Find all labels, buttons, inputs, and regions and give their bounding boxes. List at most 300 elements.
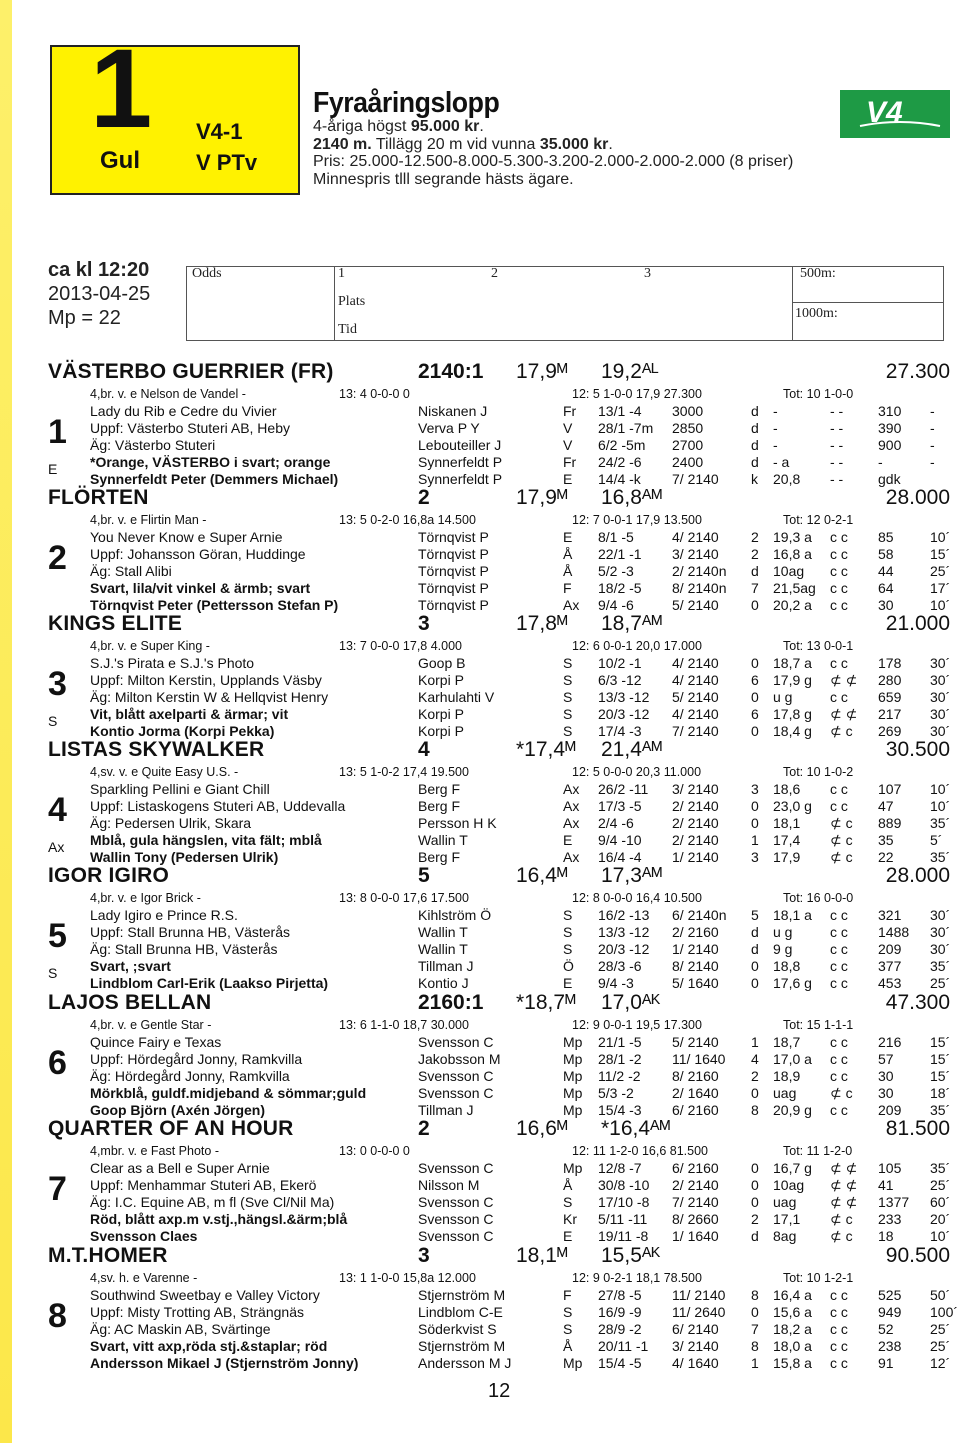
form-cell: Törnqvist P	[418, 580, 489, 596]
form-cell: d	[751, 924, 759, 940]
form-cell: Mörkblå, guldf.midjeband & sömmar;guld	[90, 1085, 367, 1101]
form-cell: V	[563, 420, 573, 436]
horse-record-2: 15,5ᴬᴷ	[601, 1244, 661, 1267]
form-cell: 6	[751, 672, 759, 688]
form-cell: 1/ 2140	[672, 941, 719, 957]
form-cell: S	[563, 655, 573, 671]
form-cell: - -	[830, 403, 844, 419]
form-cell: S	[563, 706, 573, 722]
form-cell: Vit, blått axelparti & ärmar; vit	[90, 706, 289, 722]
form-cell: 1377	[878, 1194, 910, 1210]
horse-post: 2	[418, 1117, 430, 1140]
form-cell: 16/4 -4	[598, 849, 642, 865]
form-cell: 14/4 -k	[598, 471, 641, 487]
horse-record-1: *17,4ᴹ	[516, 738, 576, 761]
form-cell: 7/ 2140	[672, 1194, 719, 1210]
horse-stats-2012: 12: 8 0-0-0 16,4 10.500	[572, 891, 702, 905]
race-color: Gul	[100, 147, 140, 174]
form-cell: 21,5ag	[773, 580, 816, 596]
horse-record-1: 17,9ᴹ	[516, 360, 568, 383]
form-cell: Mblå, gula hängslen, vita fält; mblå	[90, 832, 322, 848]
form-cell: 44	[878, 563, 894, 579]
form-cell: 18,4 g	[773, 723, 812, 739]
horse-stats-total: Tot: 16 0-0-0	[783, 891, 854, 905]
form-cell: 18,9	[773, 1068, 801, 1084]
form-cell: 9/4 -10	[598, 832, 642, 848]
form-cell: Söderkvist S	[418, 1321, 497, 1337]
horse-record-2: 17,0ᴬᴷ	[601, 991, 661, 1014]
horse-record-2: 17,3ᴬᴹ	[601, 864, 663, 887]
form-cell: c c	[830, 1287, 848, 1303]
form-cell: -	[930, 437, 935, 453]
form-cell: 15/4 -5	[598, 1355, 642, 1371]
horse-post: 2	[418, 486, 430, 509]
form-cell: 16,8 a	[773, 546, 812, 562]
form-cell: ⊄ c	[830, 1085, 853, 1101]
form-cell: 8	[751, 1102, 759, 1118]
form-cell: 2	[751, 1211, 759, 1227]
form-cell: Äg: Milton Kerstin W & Hellqvist Henry	[90, 689, 329, 705]
form-cell: 2/ 1640	[672, 1085, 719, 1101]
form-cell: 0	[751, 1085, 759, 1101]
horse-record-2: 21,4ᴬᴹ	[601, 738, 663, 761]
horse-info: 4,br. v. e Gentle Star -	[90, 1018, 212, 1032]
form-cell: S.J.'s Pirata e S.J.'s Photo	[90, 655, 255, 671]
form-cell: 17,9	[773, 849, 801, 865]
form-row	[0, 655, 960, 672]
form-cell: 17´	[930, 580, 951, 596]
form-cell: Svensson C	[418, 1068, 494, 1084]
form-cell: d	[751, 454, 759, 470]
form-cell: c c	[830, 781, 848, 797]
horse-record-2: 19,2ᴬᴸ	[601, 360, 659, 383]
form-cell: 17,1	[773, 1211, 801, 1227]
form-cell: 16,7 g	[773, 1160, 812, 1176]
form-cell: 0	[751, 1304, 759, 1320]
form-cell: Goop Björn (Axén Jörgen)	[90, 1102, 265, 1118]
form-cell: 8	[751, 1287, 759, 1303]
form-cell: Clear as a Bell e Super Arnie	[90, 1160, 270, 1176]
form-cell: Andersson M J	[418, 1355, 512, 1371]
form-cell: 10´	[930, 1228, 951, 1244]
form-cell: Svensson C	[418, 1228, 494, 1244]
form-cell: Nilsson M	[418, 1177, 480, 1193]
form-cell: 15´	[930, 546, 951, 562]
form-cell: 18	[878, 1228, 894, 1244]
form-cell: d	[751, 403, 759, 419]
form-cell: 35´	[930, 1102, 951, 1118]
form-cell: 0	[751, 975, 759, 991]
form-cell: Törnqvist P	[418, 597, 489, 613]
form-cell: 5/ 2140	[672, 1034, 719, 1050]
race-details	[313, 88, 793, 188]
place-2-label: 2	[491, 266, 498, 281]
form-cell: 8	[751, 1338, 759, 1354]
form-cell: 91	[878, 1355, 894, 1371]
form-cell: Persson H K	[418, 815, 497, 831]
form-cell: Karhulahti V	[418, 689, 495, 705]
form-row	[0, 672, 960, 689]
horse-stats-total: Tot: 10 1-2-1	[783, 1271, 854, 1285]
form-cell: 1	[751, 1034, 759, 1050]
form-cell: ⊄ ⊄	[830, 706, 858, 722]
form-cell: 1488	[878, 924, 910, 940]
form-cell: 35´	[930, 849, 951, 865]
form-cell: 30´	[930, 723, 951, 739]
race-title: Fyraåringslopp	[313, 87, 500, 119]
horse-stats-2012: 12: 7 0-0-1 17,9 13.500	[572, 513, 702, 527]
form-cell: 10´	[930, 798, 951, 814]
form-row	[0, 1228, 960, 1245]
form-cell: ⊄ ⊄	[830, 1177, 858, 1193]
form-cell: Synnerfeldt Peter (Demmers Michael)	[90, 471, 339, 487]
form-cell: 5	[751, 907, 759, 923]
form-cell: 453	[878, 975, 902, 991]
form-cell: 377	[878, 958, 902, 974]
form-cell: c c	[830, 655, 848, 671]
horse-name: VÄSTERBO GUERRIER (FR)	[48, 360, 334, 383]
form-cell: 5/ 2140	[672, 597, 719, 613]
form-row	[0, 975, 960, 992]
start-number: 4	[48, 791, 67, 829]
form-cell: -	[773, 420, 778, 436]
form-cell: 23,0 g	[773, 798, 812, 814]
form-row	[0, 781, 960, 798]
form-cell: 18,1 a	[773, 907, 812, 923]
form-cell: 0	[751, 1194, 759, 1210]
form-cell: Korpi P	[418, 706, 464, 722]
form-cell: 18,7 a	[773, 655, 812, 671]
game-type-1: V4-1	[196, 119, 243, 144]
form-cell: c c	[830, 1304, 848, 1320]
horse-earnings: 30.500	[885, 738, 950, 761]
horse-earnings: 27.300	[885, 360, 950, 383]
form-cell: Äg: I.C. Equine AB, m fl (Sve Cl/Nil Ma)	[90, 1194, 335, 1210]
form-cell: 18,6	[773, 781, 801, 797]
horse-stats-2013: 13: 5 0-2-0 16,8a 14.500	[339, 513, 476, 527]
form-cell: 30´	[930, 941, 951, 957]
form-cell: 238	[878, 1338, 902, 1354]
form-cell: Kontio Jorma (Korpi Pekka)	[90, 723, 275, 739]
form-cell: E	[563, 832, 573, 848]
form-cell: Ax	[563, 815, 580, 831]
form-cell: 12´	[930, 1355, 951, 1371]
form-cell: S	[563, 941, 573, 957]
form-cell: Korpi P	[418, 723, 464, 739]
form-cell: 3	[751, 781, 759, 797]
form-cell: Lebouteiller J	[418, 437, 502, 453]
horse-record-1: 16,6ᴹ	[516, 1117, 568, 1140]
start-time: ca kl 12:20	[48, 259, 150, 281]
form-cell: 310	[878, 403, 902, 419]
form-cell: S	[563, 672, 573, 688]
horse-post: 2160:1	[418, 991, 484, 1014]
form-cell: 28/3 -6	[598, 958, 642, 974]
form-cell: c c	[830, 1034, 848, 1050]
form-row	[0, 798, 960, 815]
form-cell: 3/ 2140	[672, 781, 719, 797]
form-cell: E	[563, 1228, 573, 1244]
start-number: 7	[48, 1170, 67, 1208]
form-row	[0, 1068, 960, 1085]
form-cell: Äg: AC Maskin AB, Svärtinge	[90, 1321, 271, 1337]
form-cell: Törnqvist Peter (Pettersson Stefan P)	[90, 597, 339, 613]
horse-earnings: 21.000	[885, 612, 950, 635]
form-cell: 41	[878, 1177, 894, 1193]
horse-stats-2013: 13: 0 0-0-0 0	[339, 1144, 410, 1158]
form-cell: Röd, blått axp.m v.stj.,hängsl.&ärm;blå	[90, 1211, 348, 1227]
horse-post: 2140:1	[418, 360, 484, 383]
form-cell: F	[563, 580, 572, 596]
form-cell: 11/2 -2	[598, 1068, 641, 1084]
form-cell: 0	[751, 689, 759, 705]
form-cell: Ö	[563, 958, 574, 974]
form-cell: 9/4 -3	[598, 975, 634, 991]
form-cell: c c	[830, 1068, 848, 1084]
form-cell: 16/2 -13	[598, 907, 650, 923]
form-cell: 64	[878, 580, 894, 596]
game-type-2: V PTv	[196, 150, 258, 175]
form-cell: Svensson Claes	[90, 1228, 198, 1244]
form-cell: c c	[830, 975, 848, 991]
form-cell: 105	[878, 1160, 902, 1176]
tid-label: Tid	[338, 322, 357, 337]
form-cell: Stjernström M	[418, 1287, 506, 1303]
form-cell: 17,6 g	[773, 975, 812, 991]
form-cell: -	[878, 454, 883, 470]
form-cell: 57	[878, 1051, 894, 1067]
horse-earnings: 28.000	[885, 486, 950, 509]
form-cell: 6/3 -12	[598, 672, 642, 688]
form-cell: 178	[878, 655, 902, 671]
form-cell: 233	[878, 1211, 902, 1227]
horse-info: 4,sv. h. e Varenne -	[90, 1271, 198, 1285]
form-cell: 30	[878, 1068, 894, 1084]
form-cell: 6/ 2160	[672, 1102, 719, 1118]
form-cell: S	[563, 1304, 573, 1320]
horse-earnings: 28.000	[885, 864, 950, 887]
form-cell: 17,0 a	[773, 1051, 812, 1067]
form-cell: -	[930, 420, 935, 436]
form-cell: c c	[830, 546, 848, 562]
form-cell: k	[751, 471, 758, 487]
form-cell: 2/ 2140	[672, 815, 719, 831]
horse-name: KINGS ELITE	[48, 612, 183, 635]
form-cell: 30´	[930, 924, 951, 940]
form-cell: - -	[830, 420, 844, 436]
500m-label: 500m:	[800, 266, 836, 281]
form-cell: ⊄ c	[830, 1211, 853, 1227]
form-cell: Ax	[563, 798, 580, 814]
form-cell: 22	[878, 849, 894, 865]
form-cell: - a	[773, 454, 790, 470]
form-cell: 2/4 -6	[598, 815, 634, 831]
form-cell: -	[930, 454, 935, 470]
horse-record-2: *16,4ᴬᴹ	[601, 1117, 671, 1140]
form-row	[0, 580, 960, 597]
race-number-box	[50, 26, 300, 195]
form-cell: 2/ 2160	[672, 924, 719, 940]
form-cell: 390	[878, 420, 902, 436]
form-cell: 280	[878, 672, 902, 688]
form-cell: c c	[830, 907, 848, 923]
shoe-info: S	[48, 713, 58, 729]
form-cell: 4	[751, 1051, 759, 1067]
form-cell: 28/1 -2	[598, 1051, 642, 1067]
form-cell: Wallin T	[418, 832, 468, 848]
form-cell: Svensson C	[418, 1160, 494, 1176]
form-cell: 6/ 2140	[672, 1321, 719, 1337]
horse-record-1: 16,4ᴹ	[516, 864, 568, 887]
form-cell: F	[563, 1287, 572, 1303]
form-cell: 3000	[672, 403, 704, 419]
form-cell: 20/3 -12	[598, 706, 650, 722]
form-cell: 216	[878, 1034, 902, 1050]
form-cell: Mp	[563, 1160, 583, 1176]
form-cell: 4/ 2140	[672, 529, 719, 545]
form-cell: Sparkling Pellini e Giant Chill	[90, 781, 270, 797]
form-cell: 12/8 -7	[598, 1160, 642, 1176]
horse-stats-total: Tot: 12 0-2-1	[783, 513, 854, 527]
horse-record-1: 17,8ᴹ	[516, 612, 568, 635]
form-cell: 26/2 -11	[598, 781, 649, 797]
horse-info: 4,br. v. e Nelson de Vandel -	[90, 387, 246, 401]
form-cell: 2/ 2140	[672, 832, 719, 848]
horse-stats-2012: 12: 11 1-2-0 16,6 81.500	[572, 1144, 708, 1158]
form-cell: Svensson C	[418, 1034, 494, 1050]
form-cell: E	[563, 975, 573, 991]
form-cell: 8ag	[773, 1228, 797, 1244]
form-cell: 25´	[930, 563, 951, 579]
form-cell: Äg: Västerbo Stuteri	[90, 437, 216, 453]
form-row	[0, 529, 960, 546]
v4-logo	[840, 90, 950, 138]
form-cell: Lindblom C-E	[418, 1304, 503, 1320]
form-row	[0, 1194, 960, 1211]
horse-earnings: 90.500	[885, 1244, 950, 1267]
form-cell: ⊄ c	[830, 1228, 853, 1244]
form-cell: 6/2 -5m	[598, 437, 646, 453]
form-cell: 28/9 -2	[598, 1321, 642, 1337]
form-cell: ⊄ c	[830, 849, 853, 865]
form-row	[0, 924, 960, 941]
form-cell: 30	[878, 597, 894, 613]
form-cell: Andersson Mikael J (Stjernström Jonny)	[90, 1355, 359, 1371]
form-cell: E	[563, 471, 573, 487]
form-cell: Mp	[563, 1034, 583, 1050]
form-cell: Mp	[563, 1085, 583, 1101]
form-cell: Uppf: Menhammar Stuteri AB, Ekerö	[90, 1177, 317, 1193]
form-cell: Fr	[563, 454, 577, 470]
form-cell: 58	[878, 546, 894, 562]
horse-stats-total: Tot: 10 1-0-2	[783, 765, 854, 779]
form-cell: Uppf: Johansson Göran, Huddinge	[90, 546, 306, 562]
form-cell: 18´	[930, 1085, 951, 1101]
horse-stats-2013: 13: 5 1-0-2 17,4 19.500	[339, 765, 469, 779]
race-date: 2013-04-25	[48, 283, 151, 305]
shoe-info: S	[48, 965, 58, 981]
horse-stats-total: Tot: 15 1-1-1	[783, 1018, 854, 1032]
form-cell: Lady du Rib e Cedre du Vivier	[90, 403, 277, 419]
form-cell: 20,9 g	[773, 1102, 812, 1118]
form-cell: Jakobsson M	[418, 1051, 501, 1067]
horse-info: 4,mbr. v. e Fast Photo -	[90, 1144, 219, 1158]
form-cell: 8/1 -5	[598, 529, 634, 545]
horse-earnings: 47.300	[885, 991, 950, 1014]
form-cell: 11/ 1640	[672, 1051, 726, 1067]
form-cell: 18,0 a	[773, 1338, 812, 1354]
form-cell: 17,4	[773, 832, 801, 848]
form-cell: Svensson C	[418, 1194, 494, 1210]
form-cell: c c	[830, 798, 848, 814]
form-row	[0, 1051, 960, 1068]
form-cell: 659	[878, 689, 902, 705]
form-cell: 15´	[930, 1051, 951, 1067]
form-cell: 0	[751, 723, 759, 739]
form-cell: 2850	[672, 420, 704, 436]
form-row	[0, 689, 960, 706]
form-cell: ⊄ ⊄	[830, 1160, 858, 1176]
horse-stats-2013: 13: 6 1-1-0 18,7 30.000	[339, 1018, 469, 1032]
form-cell: Kihlström Ö	[418, 907, 492, 923]
form-cell: 17/10 -8	[598, 1194, 650, 1210]
start-number: 1	[48, 413, 67, 451]
form-cell: 5/11 -11	[598, 1211, 648, 1227]
form-cell: 6/ 2140n	[672, 907, 727, 923]
horse-stats-2013: 13: 7 0-0-0 17,8 4.000	[339, 639, 463, 653]
form-cell: 22/1 -1	[598, 546, 642, 562]
form-row	[0, 1304, 960, 1321]
form-cell: Wallin T	[418, 924, 468, 940]
form-cell: d	[751, 563, 759, 579]
form-cell: Mp	[563, 1068, 583, 1084]
form-cell: Mp	[563, 1051, 583, 1067]
form-cell: Korpi P	[418, 672, 464, 688]
form-cell: c c	[830, 597, 848, 613]
form-cell: 30´	[930, 672, 951, 688]
form-row	[0, 1338, 960, 1355]
place-3-label: 3	[644, 266, 651, 281]
form-cell: Uppf: Misty Trotting AB, Strängnäs	[90, 1304, 304, 1320]
form-cell: 85	[878, 529, 894, 545]
form-cell: Svart, ;svart	[90, 958, 171, 974]
form-cell: d	[751, 420, 759, 436]
form-cell: 10´	[930, 597, 951, 613]
form-cell: u g	[773, 689, 793, 705]
form-cell: 0	[751, 1177, 759, 1193]
form-cell: c c	[830, 529, 848, 545]
form-cell: 3	[751, 849, 759, 865]
form-cell: c c	[830, 1355, 848, 1371]
form-cell: 1/ 1640	[672, 1228, 719, 1244]
race-memorial: Minnespris tlll segrande hästs ägare.	[313, 170, 574, 188]
form-cell: 4/ 2140	[672, 672, 719, 688]
form-cell: 0	[751, 798, 759, 814]
race-condition-1: 4-åriga högst 95.000 kr.	[313, 118, 484, 135]
form-cell: S	[563, 723, 573, 739]
form-cell: 949	[878, 1304, 902, 1320]
form-cell: 2/ 2140	[672, 1177, 719, 1193]
form-cell: Å	[563, 1177, 573, 1193]
start-number: 5	[48, 917, 67, 955]
form-cell: Äg: Stall Brunna HB, Västerås	[90, 941, 278, 957]
form-cell: Ax	[563, 781, 580, 797]
form-cell: c c	[830, 1051, 848, 1067]
start-number: 2	[48, 539, 67, 577]
form-row	[0, 420, 960, 437]
form-cell: 20,2 a	[773, 597, 812, 613]
form-cell: Svart, vitt axp,röda stj.&staplar; röd	[90, 1338, 328, 1354]
